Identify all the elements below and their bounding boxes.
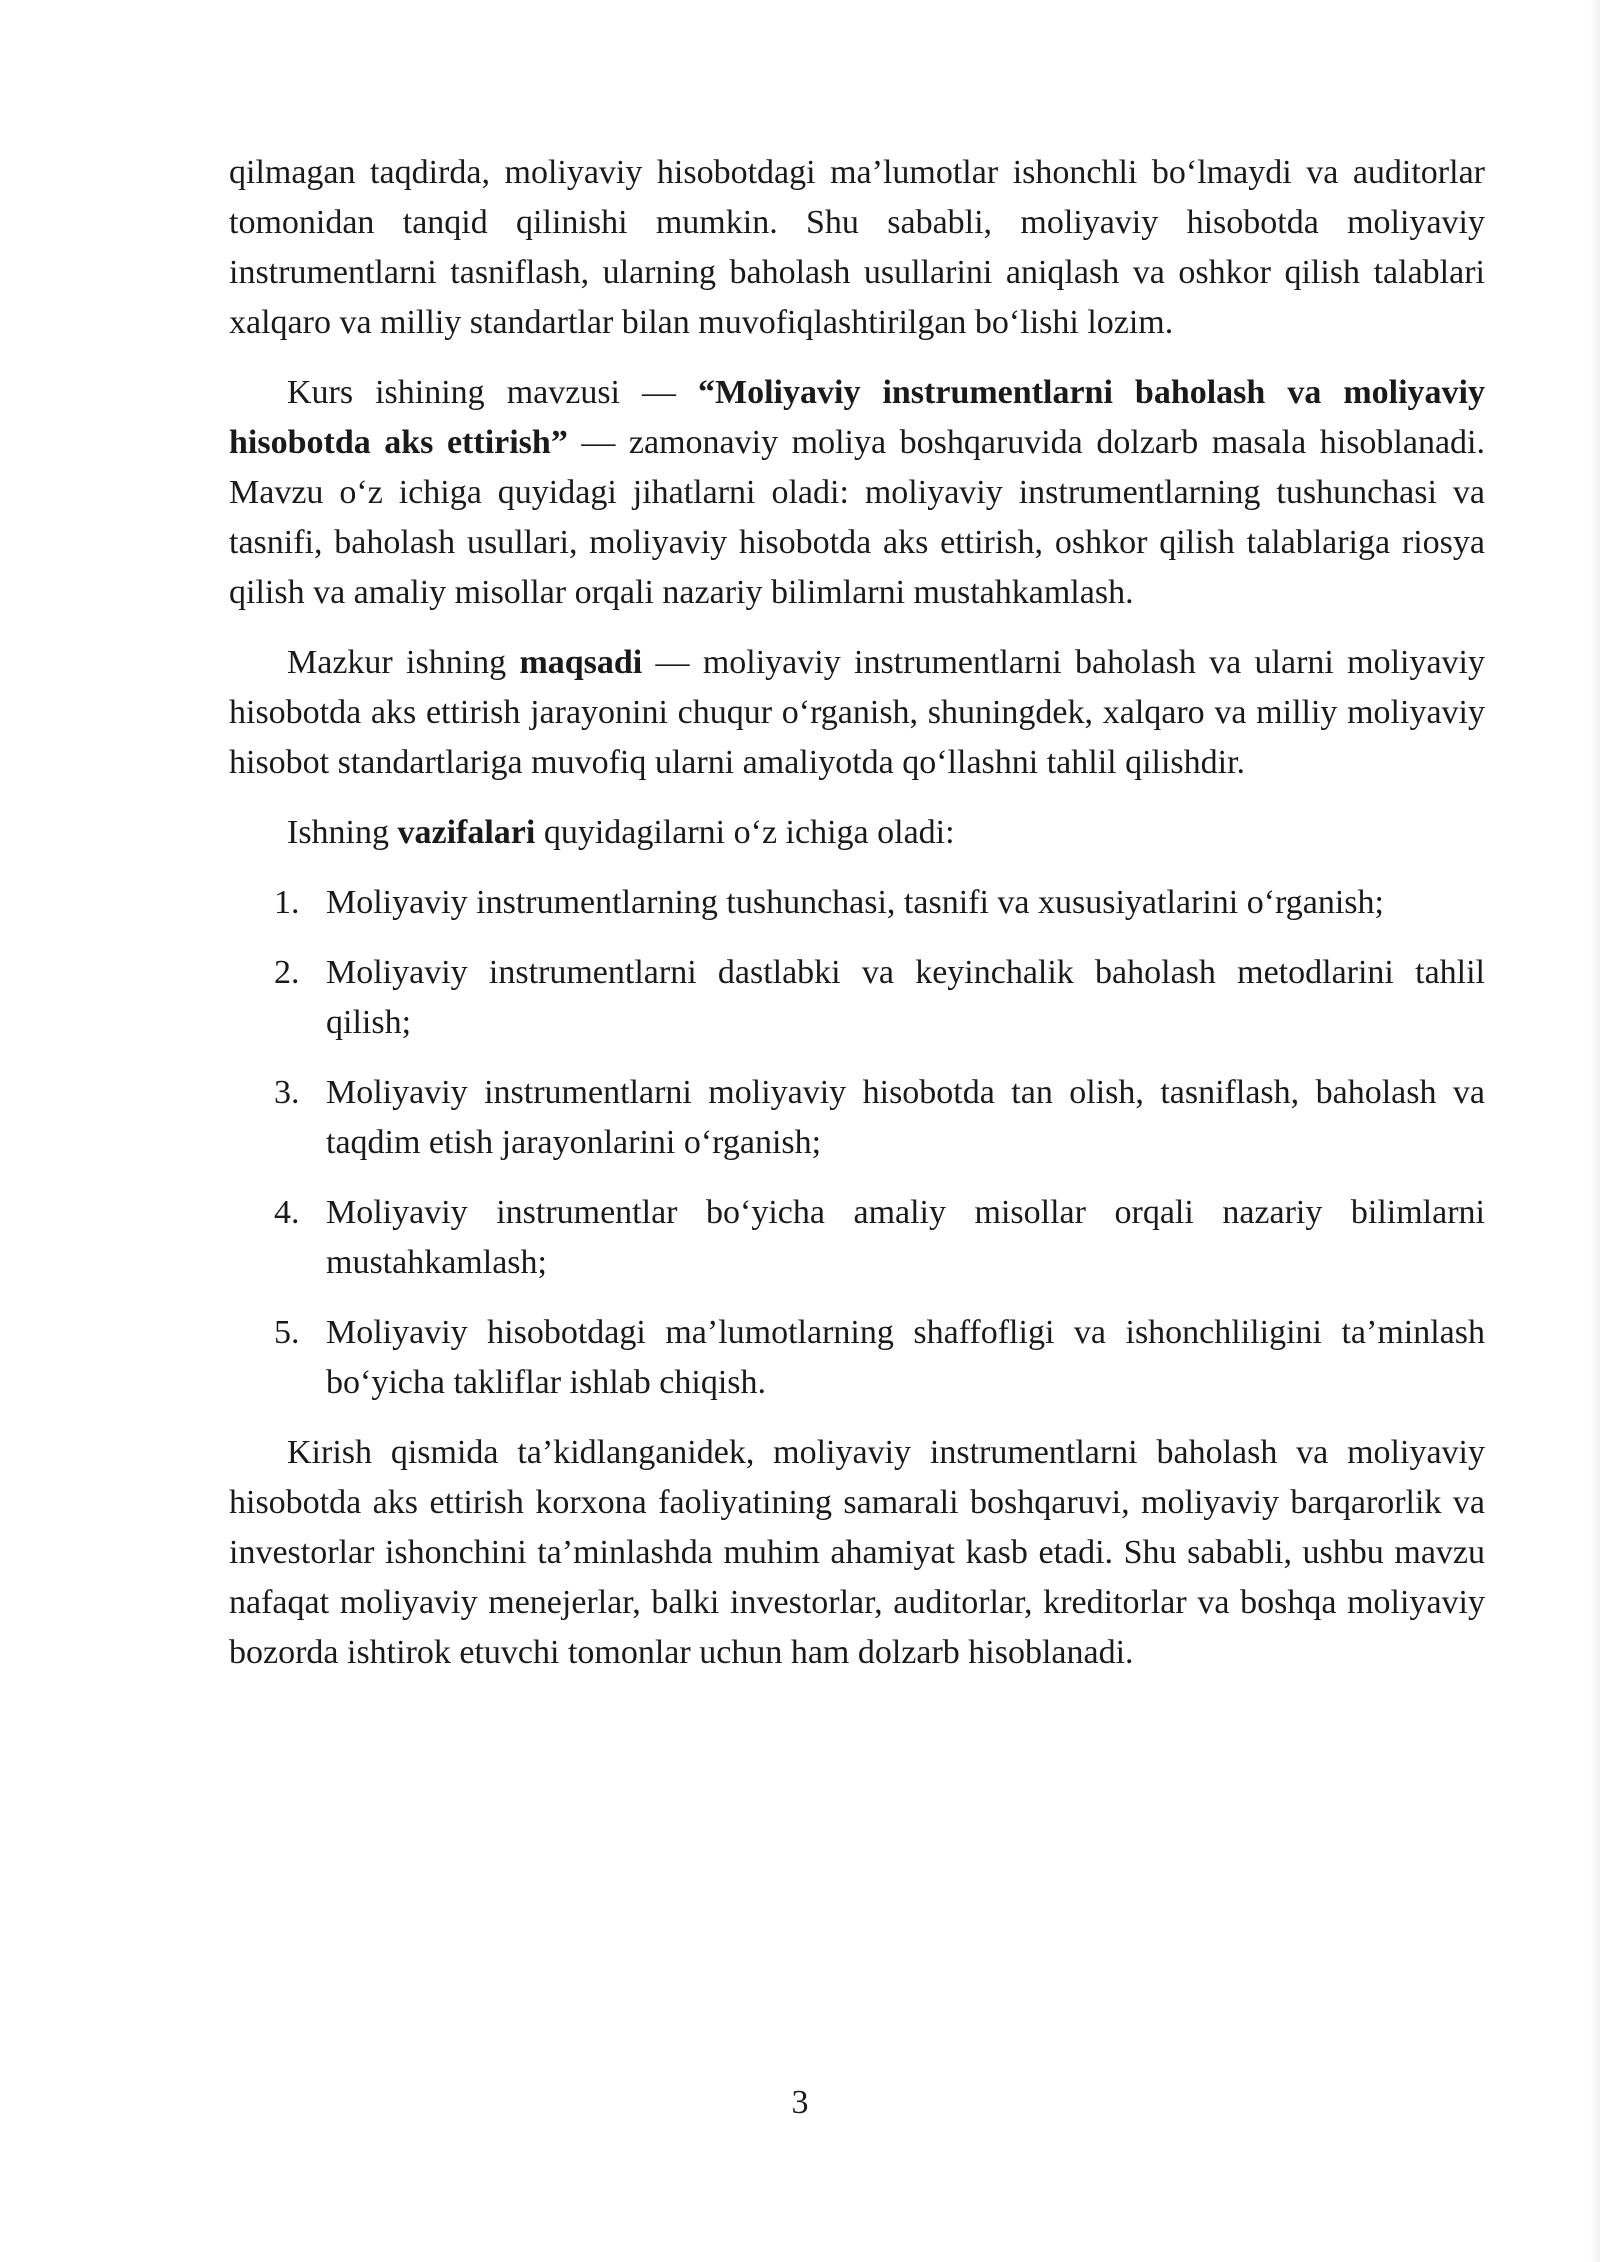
list-item-number: 5. <box>274 1314 300 1351</box>
topic-title: “Moliyaviy instrumentlarni baholash va moliyaviy hisobotda aks ettirish” <box>229 374 1485 461</box>
list-item-number: 1. <box>274 884 300 921</box>
topic-description: — zamonaviy moliya boshqaruvida dolzarb masala hisoblanadi. Mavzu o‘z ichiga quyidagi jihatlarni oladi: moliyaviy instrumentlarning tushunchasi va tasnifi, baholash usullari, moliyaviy hisobotda aks ettirish, oshkor qilish talablariga riosya qilish va amaliy misollar orqali nazariy bilimlarni mustahkamlash. <box>229 424 1486 611</box>
tasks-intro-end: quyidagilarni o‘z ichiga oladi: <box>535 814 955 851</box>
page-content <box>229 148 1485 1698</box>
list-item-text: Moliyaviy hisobotdagi ma’lumotlarning shaffofligi va ishonchliligini ta’minlash bo‘yicha takliflar ishlab chiqish. <box>326 1314 1485 1401</box>
page-number: 3 <box>791 2084 809 2121</box>
paragraph-conclusion: Kirish qismida ta’kidlanganidek, moliyaviy instrumentlarni baholash va moliyaviy hisobotda aks ettirish korxona faoliyatining samarali boshqaruvi, moliyaviy barqarorlik va investorlar ishonchini ta’minlashda muhim ahamiyat kasb etadi. Shu sababli, ushbu mavzu nafaqat moliyaviy menejerlar, balki investorlar, auditorlar, kreditorlar va boshqa moliyaviy bozorda ishtirok etuvchi tomonlar uchun ham dolzarb hisoblanadi. <box>229 1434 1485 1671</box>
list-item <box>229 1068 1485 1168</box>
goal-description: — moliyaviy instrumentlarni baholash va ularni moliyaviy hisobotda aks ettirish jarayonini chuqur o‘rganish, shuningdek, xalqaro va milliy moliyaviy hisobot standartlariga muvofiq ularni amaliyotda qo‘llashni tahlil qilishdir. <box>229 644 1486 781</box>
list-item-text: Moliyaviy instrumentlarning tushunchasi, tasnifi va xususiyatlarini o‘rganish; <box>326 884 1384 921</box>
paragraph-goal <box>229 638 1485 788</box>
page-edge-shadow <box>1590 0 1600 2262</box>
list-item-number: 4. <box>274 1194 300 1231</box>
goal-keyword: maqsadi <box>519 644 643 681</box>
topic-intro-text: Kurs ishining mavzusi — <box>287 374 699 411</box>
list-item-text: Moliyaviy instrumentlarni dastlabki va keyinchalik baholash metodlarini tahlil qilish; <box>326 954 1485 1041</box>
list-item-text: Moliyaviy instrumentlarni moliyaviy hisobotda tan olish, tasniflash, baholash va taqdim etish jarayonlarini o‘rganish; <box>326 1074 1485 1161</box>
list-item-text: Moliyaviy instrumentlar bo‘yicha amaliy misollar orqali nazariy bilimlarni mustahkamlash; <box>326 1194 1485 1281</box>
list-item <box>229 948 1485 1048</box>
paragraph-topic <box>229 368 1485 618</box>
paragraph-tasks-intro <box>229 808 1485 858</box>
goal-intro-text: Mazkur ishning <box>287 644 520 681</box>
list-item <box>229 1308 1485 1408</box>
tasks-keyword: vazifalari <box>397 814 536 851</box>
list-item <box>229 1188 1485 1288</box>
tasks-intro-text: Ishning <box>287 814 398 851</box>
list-item-number: 3. <box>274 1074 300 1111</box>
list-item-number: 2. <box>274 954 300 991</box>
tasks-list <box>229 878 1485 1408</box>
paragraph-continuation: qilmagan taqdirda, moliyaviy hisobotdagi ma’lumotlar ishonchli bo‘lmaydi va auditorlar tomonidan tanqid qilinishi mumkin. Shu sababli, moliyaviy hisobotda moliyaviy instrumentlarni tasniflash, ularning baholash usullarini aniqlash va oshkor qilish talablari xalqaro va milliy standartlar bilan muvofiqlashtirilgan bo‘lishi lozim. <box>229 154 1485 341</box>
list-item <box>229 878 1485 928</box>
